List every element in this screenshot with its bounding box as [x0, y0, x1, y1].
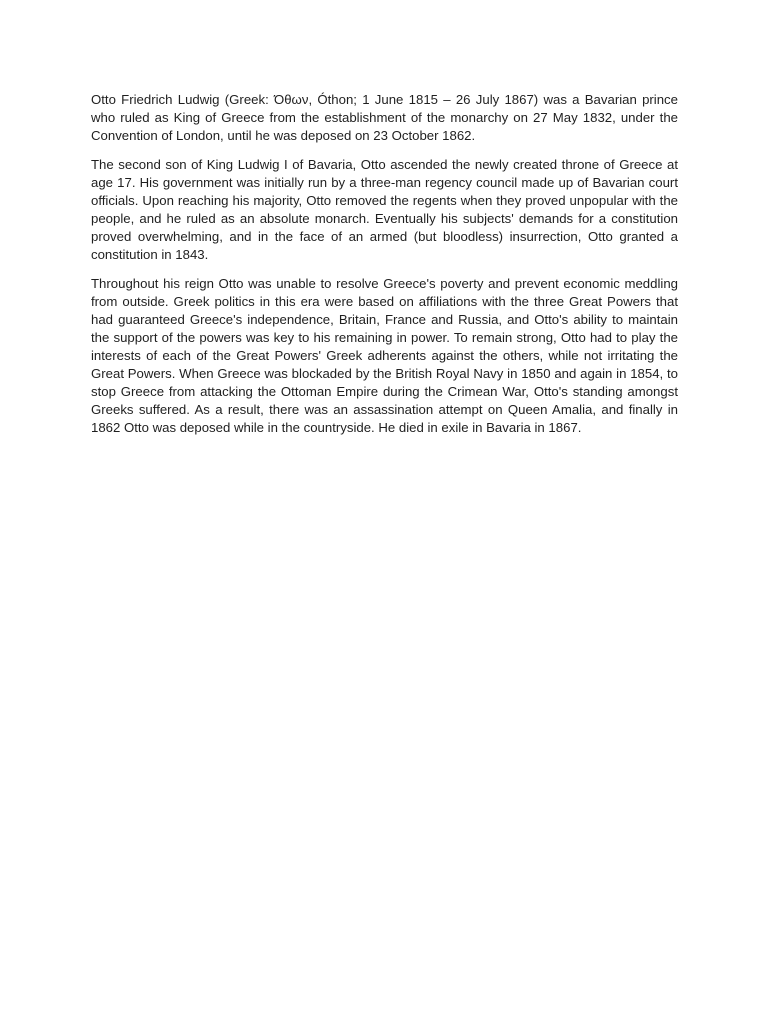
- paragraph-intro: Otto Friedrich Ludwig (Greek: Όθων, Óthon; 1 June 1815 – 26 July 1867) was a Bavarian prince who ruled as King of Greece from the establishment of the monarchy on 27 May 1832, under the Convention of London, until he was deposed on 23 October 1862.: [91, 92, 678, 143]
- document-body: [91, 91, 678, 448]
- paragraph-later-reign: Throughout his reign Otto was unable to resolve Greece's poverty and prevent economic meddling from outside. Greek politics in this era were based on affiliations with the three Great Powers that had guaranteed Greece's independence, Britain, France and Russia, and Otto's ability to maintain the support of the powers was key to his remaining in power. To remain strong, Otto had to play the interests of each of the Great Powers' Greek adherents against the others, while not irritating the Great Powers. When Greece was blockaded by the British Royal Navy in 1850 and again in 1854, to stop Greece from attacking the Ottoman Empire during the Crimean War, Otto's standing amongst Greeks suffered. As a result, there was an assassination attempt on Queen Amalia, and finally in 1862 Otto was deposed while in the countryside. He died in exile in Bavaria in 1867.: [91, 276, 678, 435]
- paragraph-early-reign: The second son of King Ludwig I of Bavaria, Otto ascended the newly created throne of Greece at age 17. His government was initially run by a three-man regency council made up of Bavarian court officials. Upon reaching his majority, Otto removed the regents when they proved unpopular with the people, and he ruled as an absolute monarch. Eventually his subjects' demands for a constitution proved overwhelming, and in the face of an armed (but bloodless) insurrection, Otto granted a constitution in 1843.: [91, 157, 678, 262]
